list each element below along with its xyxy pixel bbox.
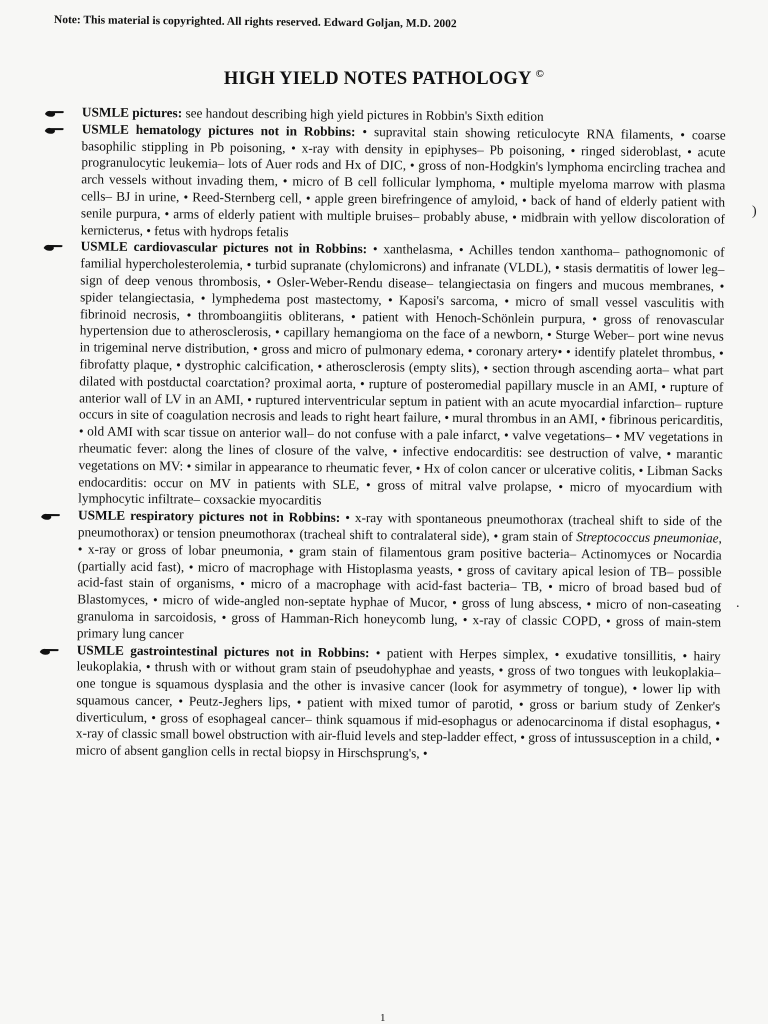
section-text: • supravital stain showing reticulocyte RNA filaments, • coarse basophilic stippling in Pb poisoning, • x-ray with density in epiphyses– Pb poisoning, • ringed sideroblast, • acute progranulocytic leukemia– lots of Auer rods and Hx of DIC, • gross of non-Hodgkin's lymphoma encircling trachea and arch vessels without invading them, • micro of B cell follicular lymphoma, • multiple myeloma marrow with plasma cells– BJ in urine, • Reed-Sternberg cell, • apple green birefringence of amyloid, • back of hand of elderly patient with senile purpura, • arms of elderly patient with multiple bruises– probably abuse, • midbrain with yellow discoloration of kernicterus, • fetus with hydrops fetalis (80, 123, 726, 239)
organism-name: Streptococcus pneumoniae (576, 529, 719, 546)
section-heading: USMLE cardiovascular pictures not in Robbins: (80, 238, 368, 257)
section-heading: USMLE gastrointestinal pictures not in Robbins: (76, 641, 370, 660)
notes-body (38, 104, 726, 766)
pointing-hand-icon (40, 507, 70, 521)
pointing-hand-icon (39, 641, 69, 655)
stray-mark: ) (752, 204, 757, 219)
copyright-symbol: © (535, 68, 545, 80)
page-title (0, 68, 768, 90)
section-text: • patient with Herpes simplex, • exudative tonsillitis, • hairy leukoplakia, • thrush with or without gram stain of pseudohyphae and yeasts, • gross of two tongues with leukoplakia– one tongue is squamous dysplasia and the other is invasive cancer (look for asymmetry of tongue), • lower lip with squamous cancer, • Peutz-Jeghers lips, • patient with mixed tumor of parotid, • gross or barium study of Zenker's diverticulum, • gross of esophageal cancer– think squamous if mid-esophagus or adenocarcinoma if distal esophagus, • x-ray of classic small bowel obstruction with air-fluid levels and step-ladder effect, • gross of intussusception in a child, • micro of absent ganglion cells in rectal biopsy in Hirschsprung's, • (75, 644, 721, 761)
pointing-hand-icon (43, 238, 73, 252)
section-cardiovascular (40, 238, 725, 513)
section-hematology (43, 121, 726, 245)
page-number: 1 (380, 1012, 386, 1024)
section-respiratory (39, 507, 722, 648)
section-text: • x-ray with spontaneous pneumothorax (tracheal shift to side of the pneumothorax) or tension pneumothorax (tracheal shift to contralateral side), • gram stain of (77, 509, 723, 545)
pointing-hand-icon (44, 121, 74, 135)
section-text-continued: , • x-ray or gross of lobar pneumonia, • gram stain of filamentous gram positive bacteria– Actinomyces or Nocardia (partially acid fast), • micro of macrophage with Histoplasma yeasts, • gross of cavitary apical lesion of TB– possible acid-fast stain of organisms, • micro of a macrophage with acid-fast bacteria– TB, • micro of broad based bud of Blastomyces, • micro of wide-angled non-septate hyphae of Mucor, • gross of lung abscess, • micro of non-caseating granuloma in sarcoidosis, • gross of Hamman-Rich honeycomb lung, • x-ray of classic COPD, • gross of main-stem primary lung cancer (76, 530, 722, 642)
section-text: • xanthelasma, • Achilles tendon xanthoma– pathognomonic of familial hypercholesterolemia, • turbid supranate (chylomicrons) and infranate (VLDL), • stasis dermatitis of lower leg– sign of deep venous thrombosis, • Osler-Weber-Rendu disease– telangiectasia on fingers and mucous membranes, • spider telangiectasia, • lymphedema post mastectomy, • Kaposi's sarcoma, • micro of small vessel vasculitis with fibrinoid necrosis, • thromboangiitis obliterans, • patient with Henoch-Schönlein purpura, • gross of renovascular hypertension due to atherosclerosis, • capillary hemangioma on the face of a newborn, • Sturge Weber– port wine nevus in trigeminal nerve distribution, • gross and micro of pulmonary edema, • coronary artery• • identify platelet thrombus, • fibrofatty plaque, • dystrophic calcification, • atherosclerosis (empty slits), • section through ascending aorta– what part dilated with postductal coarctation? proximal aorta, • rupture of posteromedial papillary muscle in an AMI, • rupture of anterior wall of LV in an AMI, • ruptured interventricular septum in patient with an acute myocardial infarction– rupture occurs in site of coagulation necrosis and leads to right heart failure, • mural thrombus in an AMI, • fibrinous pericarditis, • old AMI with scar tissue on anterior wall– do not confuse with a pale infarct, • valve vegetations– • MV vegetations in rheumatic fever: along the lines of closure of the valve, • infective endocarditis: see destruction of valve, • marantic vegetations on MV: • similar in appearance to rheumatic fever, • Hx of colon cancer or ulcerative colitis, • Libman Sacks endocarditis: occur on MV in patients with SLE, • gross of mitral valve prolapse, • micro of myocardium with lymphocytic infiltrate– coxsackie myocarditis (78, 241, 725, 509)
copyright-notice: Note: This material is copyrighted. All rights reserved. Edward Goljan, M.D. 2002 (53, 14, 457, 31)
title-text: HIGH YIELD NOTES PATHOLOGY (223, 69, 531, 90)
pointing-hand-icon (44, 104, 74, 118)
section-heading: USMLE hematology pictures not in Robbins: (81, 121, 356, 139)
section-gastrointestinal (38, 641, 721, 765)
section-text: see handout describing high yield pictures in Robbin's Sixth edition (182, 105, 544, 124)
section-heading: USMLE pictures: (81, 104, 183, 121)
section-heading: USMLE respiratory pictures not in Robbins: (77, 507, 341, 525)
stray-mark: . (736, 596, 740, 611)
